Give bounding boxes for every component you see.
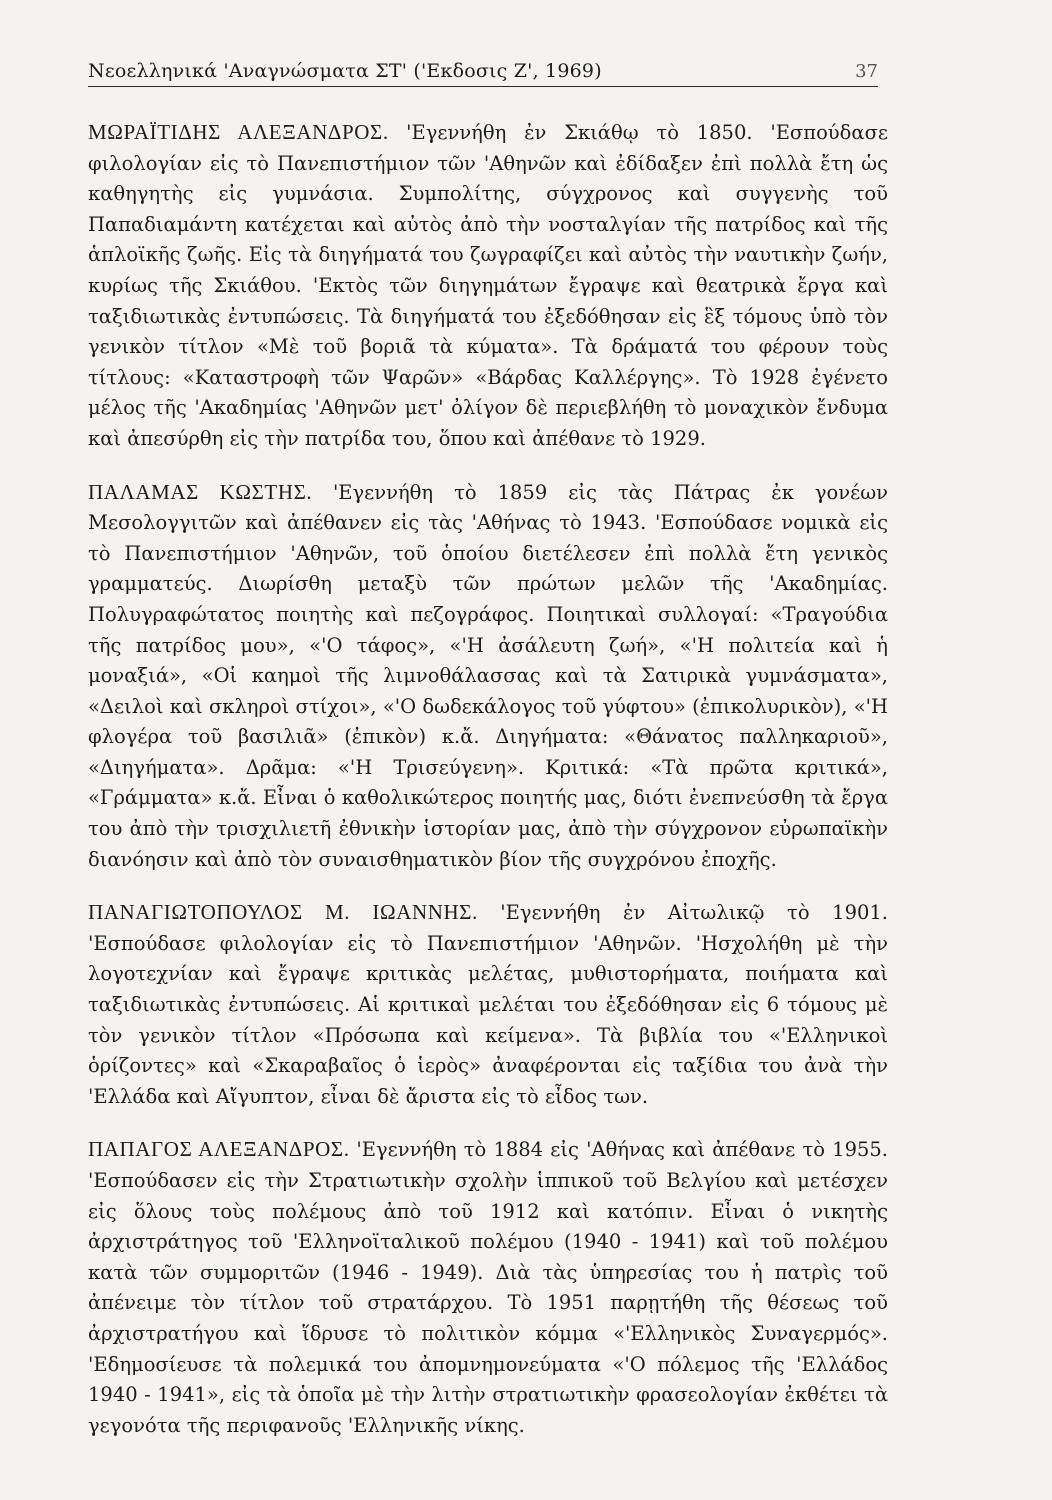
biography-entry [88, 477, 888, 876]
biography-entry [88, 1134, 888, 1441]
page-number: 37 [855, 61, 878, 82]
entry-name: ΠΑΛΑΜΑΣ ΚΩΣΤΗΣ. [88, 479, 333, 504]
biography-entry [88, 117, 888, 455]
entry-name: ΠΑΠΑΓΟΣ ΑΛΕΞΑΝΔΡΟΣ. [88, 1137, 357, 1162]
entry-text: 'Εγεννήθη ἐν Αἰτωλικῷ τὸ 1901. 'Εσπούδασε φιλολογίαν εἰς τὸ Πανεπιστήμιον 'Αθηνῶν. 'Ησχολήθη μὲ τὴν λογοτεχνίαν καὶ ἔγραψε κριτικὰς μελέτας, μυθιστορήματα, ποιήματα καὶ ταξιδιωτικὰς ἐντυπώσεις. Αἱ κριτικαὶ μελέται του ἐξεδόθησαν εἰς 6 τόμους μὲ τὸν γενικὸν τίτλον «Πρόσωπα καὶ κείμενα». Τὰ βιβλία του «'Ελληνικοὶ ὁρίζοντες» καὶ «Σκαραβαῖος ὁ ἱερὸς» ἀναφέρονται εἰς ταξίδια του ἀνὰ τὴν 'Ελλάδα καὶ Αἴγυπτον, εἶναι δὲ ἄριστα εἰς τὸ εἶδος των. [88, 901, 889, 1108]
entry-name: ΜΩΡΑΪΤΙΔΗΣ ΑΛΕΞΑΝΔΡΟΣ. [88, 120, 407, 144]
running-title: Νεοελληνικά 'Αναγνώσματα ΣΤ' ('Εκδοσις Ζ', 1969) [88, 60, 602, 82]
entry-text: 'Εγεννήθη τὸ 1859 εἰς τὰς Πάτρας ἐκ γονέων Μεσολογγιτῶν καὶ ἀπέθανεν εἰς τὰς 'Αθήνας τὸ 1943. 'Εσπούδασε νομικὰ εἰς τὸ Πανεπιστήμιον 'Αθηνῶν, τοῦ ὁποίου διετέλεσεν ἐπὶ πολλὰ ἔτη γενικὸς γραμματεύς. Διωρίσθη μεταξὺ τῶν πρώτων μελῶν τῆς 'Ακαδημίας. Πολυγραφώτατος ποιητὴς καὶ πεζογράφος. Ποιητικαὶ συλλογαί: «Τραγούδια τῆς πατρίδος μου», «'Ο τάφος», «'Η ἀσάλευτη ζωή», «'Η πολιτεία καὶ ἡ μοναξιά», «Οἱ καημοὶ τῆς λιμνοθάλασσας καὶ τὰ Σατιρικὰ γυμνάσματα», «Δειλοὶ καὶ σκληροὶ στίχοι», «'Ο δωδεκάλογος τοῦ γύφτου» (ἐπικολυρικὸν), «'Η φλογέρα τοῦ βασιλιᾶ» (ἐπικὸν) κ.ἄ. Διηγήματα: «Θάνατος παλληκαριοῦ», «Διηγήματα». Δρᾶμα: «'Η Τρισεύγενη». Κριτικά: «Τὰ πρῶτα κριτικά», «Γράμματα» κ.ἄ. Εἶναι ὁ καθολικώτερος ποιητής μας, διότι ἐνεπνεύσθη τὰ ἔργα του ἀπὸ τὴν τρισχιλιετῆ ἐθνικὴν ἱστορίαν μας, ἀπὸ τὴν σύγχρονον εὐρωπαϊκὴν διανόησιν καὶ ἀπὸ τὸν συναισθηματικὸν βίον τῆς συγχρόνου ἐποχῆς. [88, 480, 888, 871]
entry-text: 'Εγεννήθη ἐν Σκιάθῳ τὸ 1850. 'Εσπούδασε φιλολογίαν εἰς τὸ Πανεπιστήμιον τῶν 'Αθηνῶν καὶ ἐδίδαξεν ἐπὶ πολλὰ ἔτη ὡς καθηγητὴς εἰς γυμνάσια. Συμπολίτης, σύγχρονος καὶ συγγενὴς τοῦ Παπαδιαμάντη κατέχεται καὶ αὐτὸς ἀπὸ τὴν νοσταλγίαν τῆς πατρίδος καὶ τῆς ἁπλοϊκῆς ζωῆς. Εἰς τὰ διηγήματά του ζωγραφίζει καὶ αὐτὸς τὴν ναυτικὴν ζωήν, κυρίως τῆς Σκιάθου. 'Εκτὸς τῶν διηγημάτων ἔγραψε καὶ θεατρικὰ ἔργα καὶ ταξιδιωτικὰς ἐντυπώσεις. Τὰ διηγήματά του ἐξεδόθησαν εἰς ἓξ τόμους ὑπὸ τὸν γενικὸν τίτλον «Μὲ τοῦ βοριᾶ τὰ κύματα». Τὰ δράματά του φέρουν τοὺς τίτλους: «Καταστροφὴ τῶν Ψαρῶν» «Βάρδας Καλλέργης». Τὸ 1928 ἐγένετο μέλος τῆς 'Ακαδημίας 'Αθηνῶν μετ' ὀλίγον δὲ περιεβλήθη τὸ μοναχικὸν ἔνδυμα καὶ ἀπεσύρθη εἰς τὴν πατρίδα του, ὅπου καὶ ἀπέθανε τὸ 1929. [88, 121, 888, 450]
entry-text: 'Εγεννήθη τὸ 1884 εἰς 'Αθήνας καὶ ἀπέθανε τὸ 1955. 'Εσπούδασεν εἰς τὴν Στρατιωτικὴν σχολὴν ἱππικοῦ τοῦ Βελγίου καὶ μετέσχεν εἰς ὅλους τοὺς πολέμους ἀπὸ τοῦ 1912 καὶ κατόπιν. Εἶναι ὁ νικητὴς ἀρχιστράτηγος τοῦ 'Ελληνοϊταλικοῦ πολέμου (1940 - 1941) καὶ τοῦ πολέμου κατὰ τῶν συμμοριτῶν (1946 - 1949). Διὰ τὰς ὑπηρεσίας του ἡ πατρὶς τοῦ ἀπένειμε τὸν τίτλον τοῦ στρατάρχου. Τὸ 1951 παρῃτήθη τῆς θέσεως τοῦ ἀρχιστρατήγου καὶ ἵδρυσε τὸ πολιτικὸν κόμμα «'Ελληνικὸς Συναγερμός». 'Εδημοσίευσε τὰ πολεμικά του ἀπομνημονεύματα «'Ο πόλεμος τῆς 'Ελλάδος 1940 - 1941», εἰς τὰ ὁποῖα μὲ τὴν λιτὴν στρατιωτικὴν φρασεολογίαν ἐκθέτει τὰ γεγονότα τῆς περιφανοῦς 'Ελληνικῆς νίκης. [88, 1138, 888, 1437]
entry-name: ΠΑΝΑΓΙΩΤΟΠΟΥΛΟΣ Μ. ΙΩΑΝΝΗΣ. [88, 900, 501, 925]
page-header [88, 60, 878, 87]
biography-entry [88, 897, 888, 1112]
